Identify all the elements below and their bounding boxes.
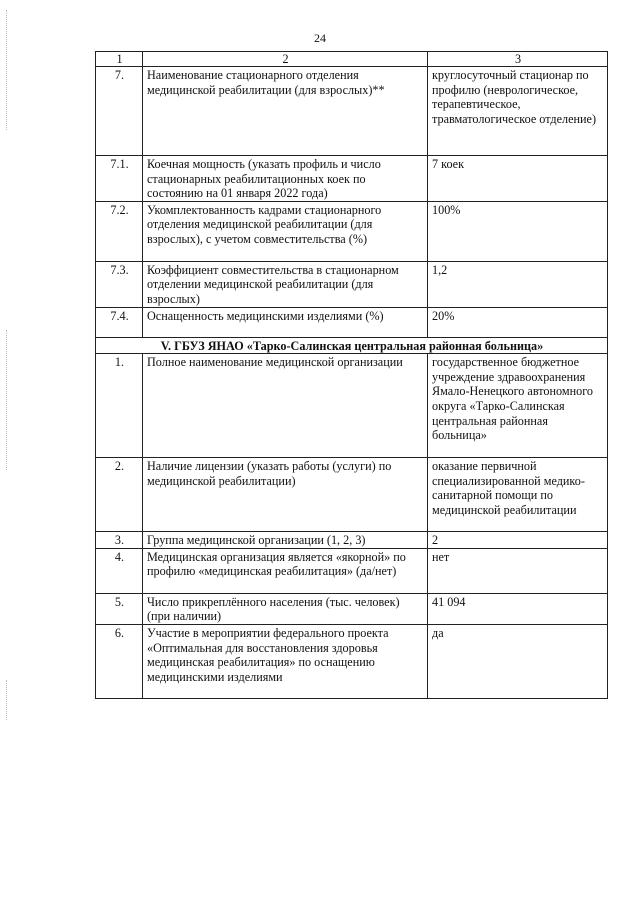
table-row	[96, 593, 608, 624]
row-number: 5.	[96, 593, 143, 624]
row-parameter: Число прикреплённого населения (тыс. человек) (при наличии)	[143, 593, 428, 624]
row-value: 41 094	[428, 593, 608, 624]
margin-binding-dots	[6, 330, 9, 470]
row-parameter: Укомплектованность кадрами стационарного отделения медицинской реабилитации (для взрослых), с учетом совместительства (%)	[143, 201, 428, 261]
row-number: 7.3.	[96, 261, 143, 307]
row-parameter: Оснащенность медицинскими изделиями (%)	[143, 307, 428, 337]
row-number: 7.2.	[96, 201, 143, 261]
table-row	[96, 156, 608, 202]
row-parameter: Коэффициент совместительства в стационарном отделении медицинской реабилитации (для взрослых)	[143, 261, 428, 307]
row-number: 3.	[96, 532, 143, 549]
row-value: 20%	[428, 307, 608, 337]
row-value: 1,2	[428, 261, 608, 307]
section-header-row	[96, 337, 608, 354]
row-number: 1.	[96, 354, 143, 458]
table-row	[96, 624, 608, 698]
section-title: V. ГБУЗ ЯНАО «Тарко-Салинская центральная районная больница»	[96, 337, 608, 354]
row-value: оказание первичной специализированной медико-санитарной помощи по медицинской реабилитации	[428, 458, 608, 532]
table-row	[96, 548, 608, 593]
table-row	[96, 261, 608, 307]
row-number: 4.	[96, 548, 143, 593]
row-number: 7.1.	[96, 156, 143, 202]
row-number: 2.	[96, 458, 143, 532]
row-parameter: Наличие лицензии (указать работы (услуги) по медицинской реабилитации)	[143, 458, 428, 532]
row-number: 7.	[96, 67, 143, 156]
row-number: 7.4.	[96, 307, 143, 337]
table-header-row	[96, 52, 608, 67]
row-value: нет	[428, 548, 608, 593]
column-header: 3	[428, 52, 608, 67]
row-value: круглосуточный стационар по профилю (неврологическое, терапевтическое, травматологическое отделение)	[428, 67, 608, 156]
row-value: 7 коек	[428, 156, 608, 202]
row-value: 2	[428, 532, 608, 549]
table-row	[96, 201, 608, 261]
row-parameter: Группа медицинской организации (1, 2, 3)	[143, 532, 428, 549]
row-parameter: Участие в мероприятии федерального проекта «Оптимальная для восстановления здоровья медицинская реабилитация» по оснащению медицинскими изделиями	[143, 624, 428, 698]
row-parameter: Коечная мощность (указать профиль и число стационарных реабилитационных коек по состоянию на 01 января 2022 года)	[143, 156, 428, 202]
row-parameter: Наименование стационарного отделения медицинской реабилитации (для взрослых)**	[143, 67, 428, 156]
column-header: 1	[96, 52, 143, 67]
table-row	[96, 307, 608, 337]
page-number: 24	[314, 31, 326, 45]
margin-binding-dots	[6, 680, 9, 720]
row-parameter: Медицинская организация является «якорной» по профилю «медицинская реабилитация» (да/нет)	[143, 548, 428, 593]
row-parameter: Полное наименование медицинской организации	[143, 354, 428, 458]
row-value: да	[428, 624, 608, 698]
row-value: 100%	[428, 201, 608, 261]
table-row	[96, 354, 608, 458]
table-row	[96, 458, 608, 532]
column-header: 2	[143, 52, 428, 67]
rehabilitation-info-table	[95, 51, 608, 699]
table-row	[96, 532, 608, 549]
row-number: 6.	[96, 624, 143, 698]
table-row	[96, 67, 608, 156]
row-value: государственное бюджетное учреждение здравоохранения Ямало-Ненецкого автономного округа «Тарко-Салинская центральная районная больница»	[428, 354, 608, 458]
margin-binding-dots	[6, 10, 9, 130]
